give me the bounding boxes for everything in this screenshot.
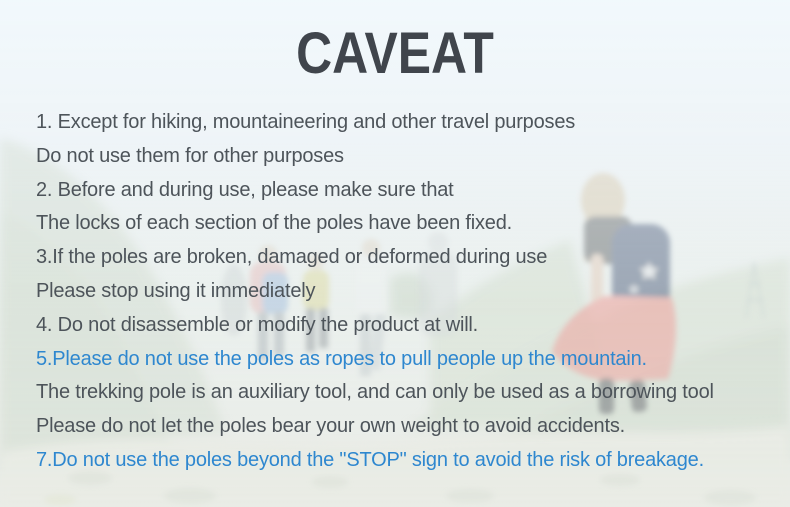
caveat-line: Please stop using it immediately (36, 279, 316, 302)
caveat-list (36, 106, 784, 478)
caveat-line-highlighted: 5.Please do not use the poles as ropes to pull people up the mountain. (36, 347, 647, 370)
caveat-line: The locks of each section of the poles have been fixed. (36, 212, 512, 235)
caveat-line: Do not use them for other purposes (36, 144, 344, 167)
caveat-line: 2. Before and during use, please make sure that (36, 178, 454, 201)
caveat-line: 3.If the poles are broken, damaged or deformed during use (36, 246, 548, 269)
caveat-line: 4. Do not disassemble or modify the product at will. (36, 313, 479, 336)
caveat-line-highlighted: 7.Do not use the poles beyond the "STOP" sign to avoid the risk of breakage. (36, 448, 704, 471)
caveat-line: Please do not let the poles bear your own weight to avoid accidents. (36, 415, 625, 438)
page-title: CAVEAT (296, 21, 494, 86)
caveat-line: The trekking pole is an auxiliary tool, and can only be used as a borrowing tool (36, 381, 714, 404)
caveat-line: 1. Except for hiking, mountaineering and other travel purposes (36, 111, 576, 133)
